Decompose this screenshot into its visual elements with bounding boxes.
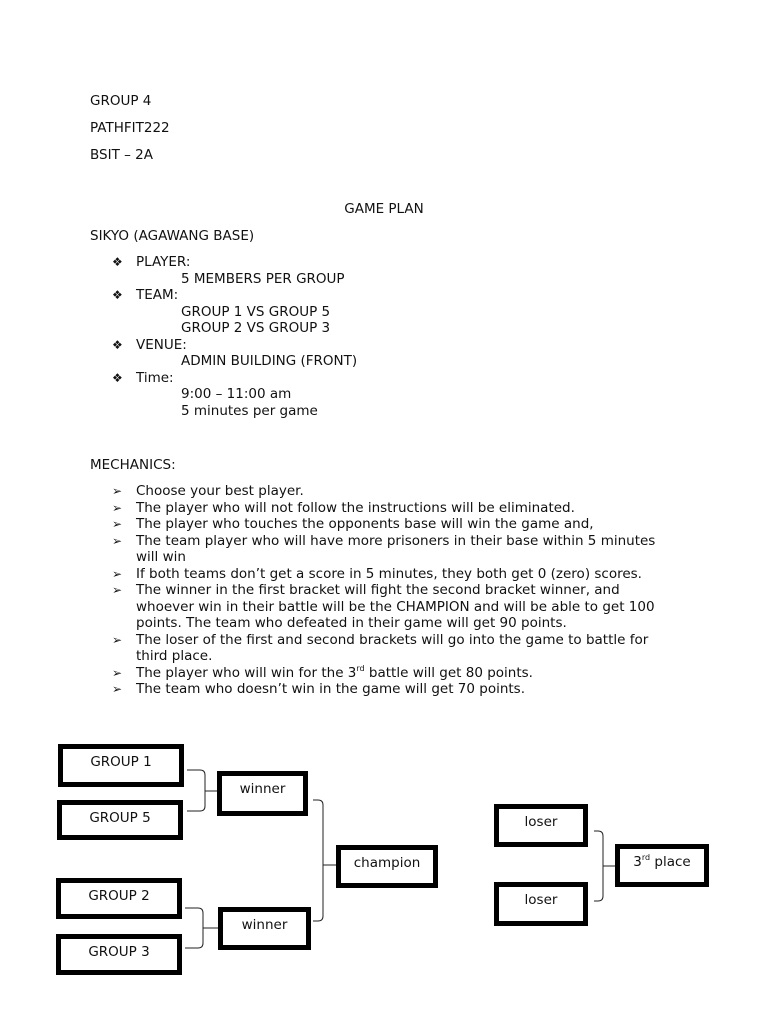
arrow-bullet-icon: ➢	[112, 500, 123, 515]
mechanics-item: ➢ The team player who will have more prisoners in their base within 5 minutes will win	[112, 532, 656, 565]
mechanics-item: ➢ Choose your best player.	[112, 483, 304, 499]
detail-item-team: ❖ TEAM: GROUP 1 VS GROUP 5 GROUP 2 VS GROUP 3	[112, 287, 331, 336]
detail-item-player: ❖ PLAYER: 5 MEMBERS PER GROUP	[112, 254, 345, 287]
section-label: BSIT – 2A	[90, 147, 153, 163]
detail-item-venue: ❖ VENUE: ADMIN BUILDING (FRONT)	[112, 336, 358, 369]
bracket-box-loser-top: loser	[494, 804, 588, 847]
mechanics-item: ➢ The player who will not follow the instructions will be eliminated.	[112, 499, 575, 516]
arrow-bullet-icon: ➢	[112, 484, 123, 498]
mechanics-item: ➢ The winner in the first bracket will fight the second bracket winner, and whoever win in their battle will be the CHAMPION and will be able to get 100 points. The team who defeated in their game will get 90 points.	[112, 582, 655, 631]
bracket-box-group-2: GROUP 2	[56, 878, 182, 919]
bracket-box-group-1: GROUP 1	[58, 744, 184, 787]
mechanics-item: ➢ The player who touches the opponents base will win the game and,	[112, 516, 594, 532]
course-label: PATHFIT222	[90, 120, 170, 136]
mechanics-item: ➢ The player who will win for the 3rd battle will get 80 points.	[112, 663, 533, 681]
bracket-box-winner-top: winner	[217, 771, 308, 816]
bracket-connector	[594, 831, 603, 901]
bracket-box-group-3: GROUP 3	[56, 934, 182, 975]
bracket-connector	[313, 800, 323, 921]
bracket-box-winner-bottom: winner	[218, 907, 311, 950]
group-label: GROUP 4	[90, 93, 152, 109]
page-title: GAME PLAN	[344, 201, 424, 217]
arrow-bullet-icon: ➢	[112, 682, 123, 696]
bracket-connector	[187, 770, 205, 811]
diamond-bullet-icon: ❖	[112, 255, 123, 269]
bracket-box-group-5: GROUP 5	[57, 800, 183, 840]
arrow-bullet-icon: ➢	[112, 665, 123, 680]
mechanics-heading: MECHANICS:	[90, 457, 176, 473]
arrow-bullet-icon: ➢	[112, 632, 123, 647]
arrow-bullet-icon: ➢	[112, 566, 123, 581]
detail-item-time: ❖ Time: 9:00 – 11:00 am 5 minutes per game	[112, 369, 318, 419]
diamond-bullet-icon: ❖	[112, 288, 123, 302]
bracket-box-champion: champion	[336, 845, 438, 888]
diamond-bullet-icon: ❖	[112, 337, 123, 352]
bracket-box-loser-bottom: loser	[494, 882, 588, 926]
arrow-bullet-icon: ➢	[112, 517, 123, 531]
arrow-bullet-icon: ➢	[112, 533, 123, 548]
mechanics-item: ➢ The loser of the first and second brackets will go into the game to battle for third place.	[112, 631, 649, 664]
bracket-connector	[185, 908, 203, 948]
arrow-bullet-icon: ➢	[112, 583, 123, 597]
bracket-box-third-place: 3rd place	[615, 844, 709, 887]
diamond-bullet-icon: ❖	[112, 370, 123, 385]
mechanics-item: ➢ The team who doesn’t win in the game will get 70 points.	[112, 681, 526, 697]
mechanics-item: ➢ If both teams don’t get a score in 5 minutes, they both get 0 (zero) scores.	[112, 565, 642, 582]
game-name: SIKYO (AGAWANG BASE)	[90, 228, 255, 244]
